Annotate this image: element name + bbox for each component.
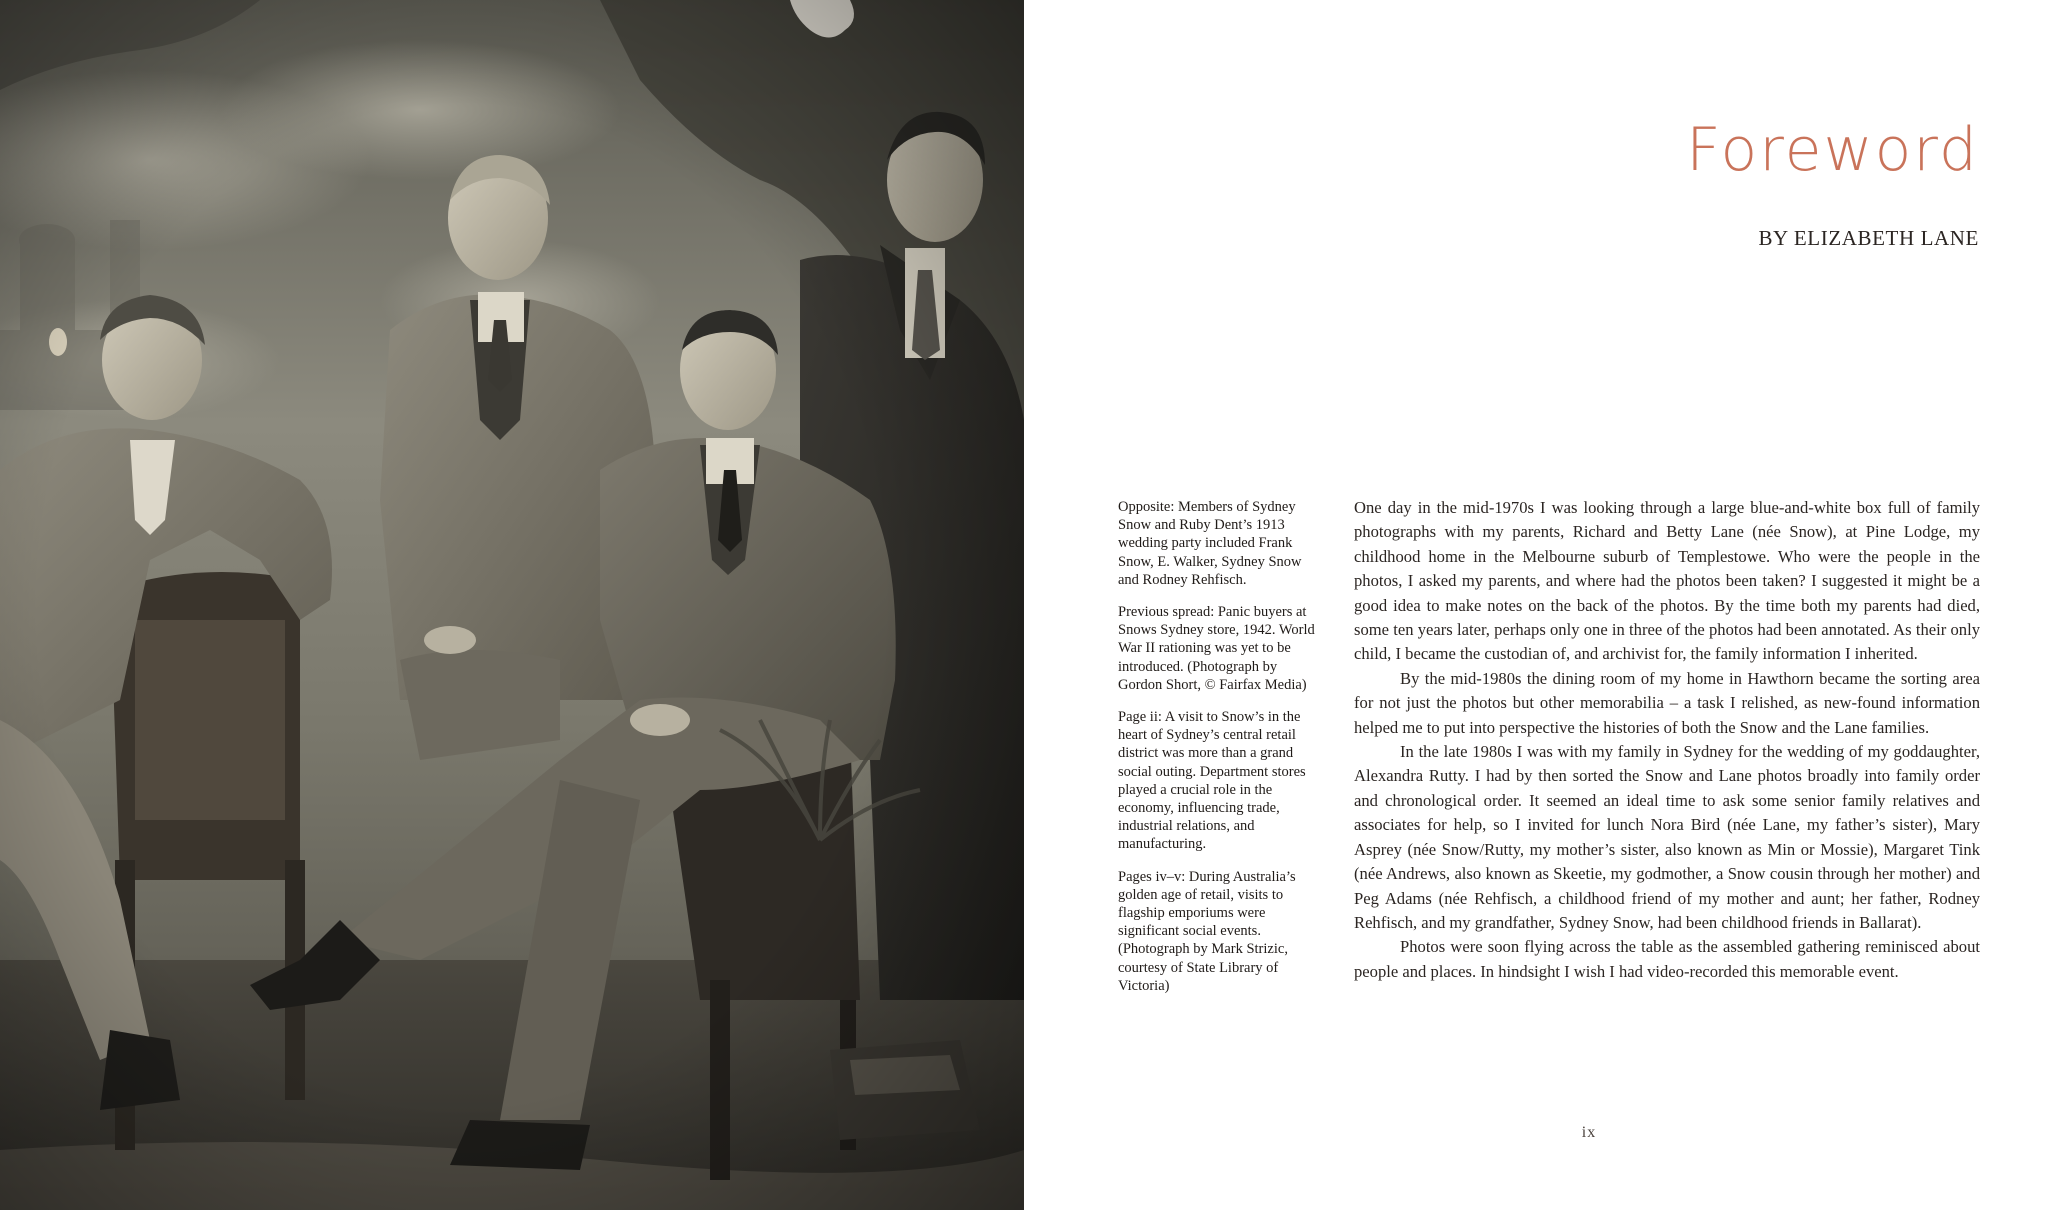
caption-column: [1118, 498, 1318, 1009]
chapter-title: Foreword: [1686, 115, 1979, 185]
body-paragraph: One day in the mid-1970s I was looking through a large blue-and-white box full of family photographs with my parents, Richard and Betty Lane (née Snow), at Pine Lodge, my childhood home in the Melbourne suburb of Templestowe. Who were the people in the photos, I asked my parents, and where had the photos been taken? I suggested it might be a good idea to make notes on the back of the photos. By the time both my parents had died, some ten years later, perhaps only one in three of the photos had been annotated. As their only child, I became the custodian of, and archivist for, the family information I inherited.: [1354, 498, 1980, 664]
caption-pages-iv-v: Pages iv–v: During Australia’s golden age of retail, visits to flagship emporiums were significant social events. (Photograph by Mark Strizic, courtesy of State Library of Victoria): [1118, 868, 1296, 994]
page-number: ix: [1581, 1124, 1597, 1141]
caption-opposite: Opposite: Members of Sydney Snow and Ruby Dent’s 1913 wedding party included Frank Snow, E. Walker, Sydney Snow and Rodney Rehfisch.: [1118, 499, 1302, 588]
caption-previous-spread: Previous spread: Panic buyers at Snows Sydney store, 1942. World War II rationing was yet to be introduced. (Photograph by Gordon Short, © Fairfax Media): [1118, 604, 1315, 693]
body-paragraph: In the late 1980s I was with my family in Sydney for the wedding of my goddaughter, Alexandra Rutty. I had by then sorted the Snow and Lane photos broadly into family order and chronological order. It seemed an ideal time to ask some senior family relatives and associates for help, so I invited for lunch Nora Bird (née Lane, my father’s sister), Mary Asprey (née Snow/Rutty, my mother’s sister, also known as Min or Mossie), Margaret Tink (née Andrews, also known as Skeetie, my godmother, a Snow cousin through her mother) and Peg Adams (née Rehfisch, a childhood friend of my mother and aunt; her father, Rodney Rehfisch, and my grandfather, Sydney Snow, had been childhood friends in Ballarat).: [1354, 742, 1980, 932]
right-page: [1024, 0, 2048, 1210]
author-byline: BY ELIZABETH LANE: [1758, 226, 1979, 250]
caption-page-ii: Page ii: A visit to Snow’s in the heart of Sydney’s central retail district was more than a grand social outing. Department stores played a crucial role in the economy, influencing trade, industrial relations, and manufacturing.: [1118, 709, 1306, 853]
foreword-body: [1354, 496, 1980, 984]
body-paragraph: By the mid-1980s the dining room of my home in Hawthorn became the sorting area for not just the photos but other memorabilia – a task I relished, as new-found information helped me to put into perspective the histories of both the Snow and the Lane families.: [1354, 668, 1980, 737]
body-paragraph: Photos were soon flying across the table as the assembled gathering reminisced about people and places. In hindsight I wish I had video-recorded this memorable event.: [1354, 937, 1980, 981]
